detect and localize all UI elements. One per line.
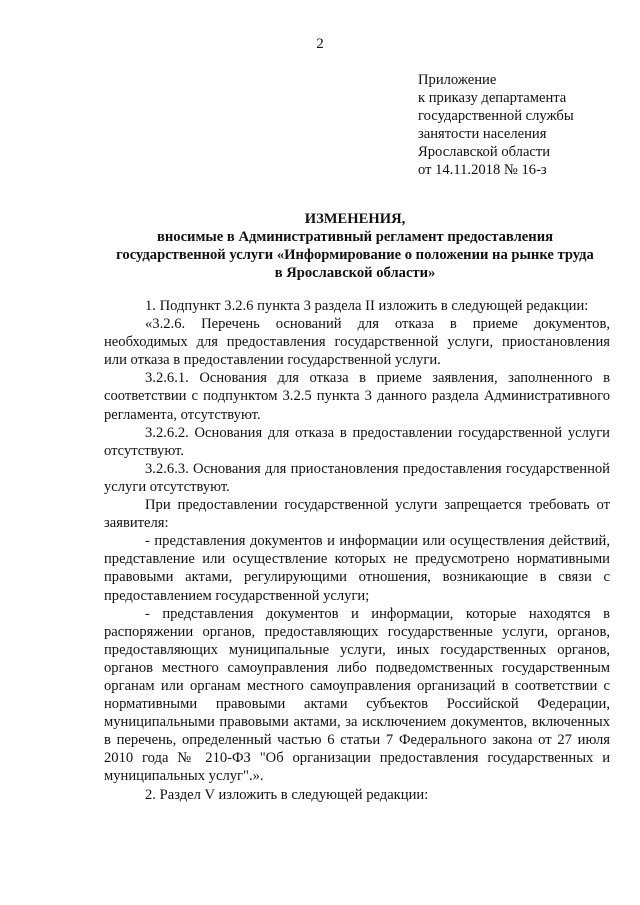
- appendix-line: от 14.11.2018 № 16-з: [418, 162, 547, 179]
- paragraph: 1. Подпункт 3.2.6 пункта 3 раздела II изложить в следующей редакции:: [145, 298, 589, 314]
- paragraph: «3.2.6. Перечень оснований для отказа в приеме документов, необходимых для предоставления государственной услуги, приостановления или отказа в предоставлении государственной услуги.: [104, 316, 610, 369]
- paragraph: 3.2.6.2. Основания для отказа в предоставлении государственной услуги отсутствуют.: [104, 424, 610, 459]
- paragraph: 3.2.6.3. Основания для приостановления предоставления государственной услуги отсутствуют.: [104, 460, 610, 495]
- paragraph: При предоставлении государственной услуги запрещается требовать от заявителя:: [104, 497, 610, 532]
- appendix-line: занятости населения: [418, 126, 547, 143]
- paragraph: 3.2.6.1. Основания для отказа в приеме заявления, заполненного в соответствии с подпунктом 3.2.5 пункта 3 данного раздела Административного регламента, отсутствуют.: [104, 370, 610, 423]
- page-number: 2: [316, 36, 324, 52]
- paragraph: - представления документов и информации, которые находятся в распоряжении органов, предоставляющих государственные услуги, органов, предоставляющих муниципальные услуги, иных государственных органов, органов местного самоуправления либо подведомственных государственным органам или органам местного самоуправления организаций в соответствии с нормативными правовыми актами субъектов Российской Федерации, муниципальными правовыми актами, за исключением документов, включенных в перечень, определенный частью 6 статьи 7 Федерального закона от 27 июля 2010 года № 210-ФЗ "Об организации предоставления государственных и муниципальных услуг".».: [104, 605, 610, 785]
- appendix-line: государственной службы: [418, 108, 574, 125]
- appendix-line: к приказу департамента: [418, 90, 567, 107]
- title-line: вносимые в Административный регламент предоставления: [156, 229, 553, 246]
- title-line: ИЗМЕНЕНИЯ,: [304, 211, 406, 227]
- title-line: государственной услуги «Информирование о положении на рынке труда: [116, 247, 594, 264]
- appendix-block: [418, 71, 618, 180]
- document-title: [90, 210, 620, 282]
- paragraph: 2. Раздел V изложить в следующей редакции:: [145, 786, 429, 803]
- document-body: [104, 297, 610, 804]
- paragraph: - представления документов и информации или осуществления действий, представление или осуществление которых не предусмотрено нормативными правовыми актами, регулирующими отношения, возникающие в связи с предоставлением государственной услуги;: [104, 533, 610, 604]
- appendix-line: Ярославской области: [418, 144, 551, 161]
- appendix-line: Приложение: [418, 72, 497, 88]
- title-line: в Ярославской области»: [274, 265, 436, 282]
